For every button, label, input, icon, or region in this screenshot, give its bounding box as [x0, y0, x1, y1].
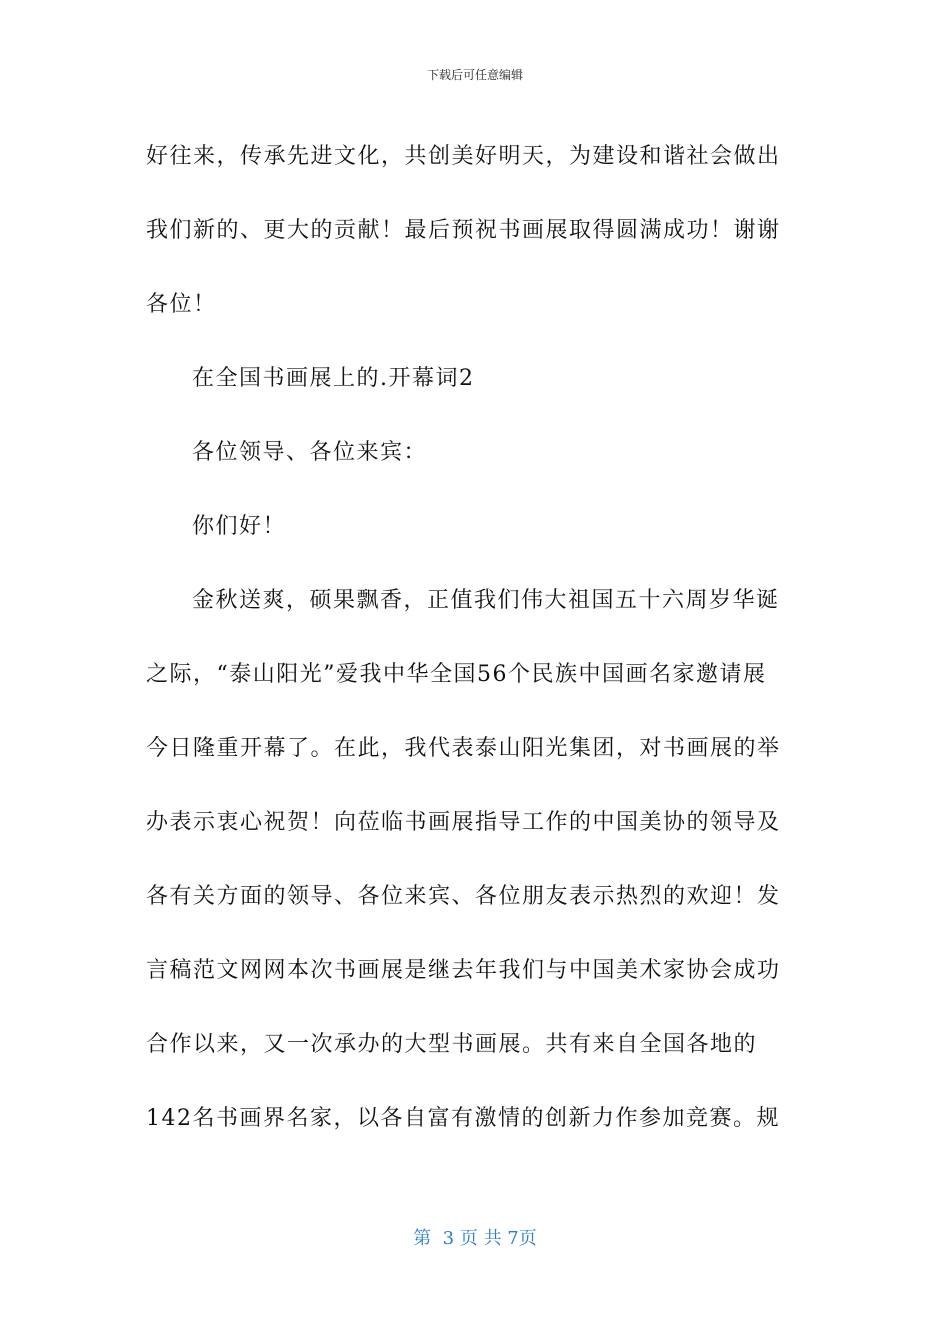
paragraph-line: 之际，“泰山阳光”爱我中华全国56个民族中国画名家邀请展: [146, 662, 767, 687]
page-header: 下载后可任意编辑: [426, 68, 523, 82]
section-title: 在全国书画展上的.开幕词2: [192, 366, 475, 391]
paragraph-line: 言稿范文网网本次书画展是继去年我们与中国美术家协会成功: [146, 958, 781, 983]
document-body: [146, 120, 806, 1156]
paragraph-line: 办表示衷心祝贺！向莅临书画展指导工作的中国美协的领导及: [146, 810, 781, 835]
paragraph-line: 142名书画界名家，以各自富有激情的创新力作参加竞赛。规: [146, 1106, 780, 1131]
paragraph-line: 各有关方面的领导、各位来宾、各位朋友表示热烈的欢迎！发: [146, 884, 781, 909]
page-number-footer: 第 3 页 共 7页: [413, 1228, 537, 1249]
paragraph-line: 各位！: [146, 292, 217, 317]
paragraph-line: 我们新的、更大的贡献！最后预祝书画展取得圆满成功！谢谢: [146, 218, 781, 243]
paragraph-line: 好往来，传承先进文化，共创美好明天，为建设和谐社会做出: [146, 144, 781, 169]
paragraph-line: 金秋送爽，硕果飘香，正值我们伟大祖国五十六周岁华诞: [192, 588, 780, 613]
paragraph-line: 合作以来，又一次承办的大型书画展。共有来自全国各地的: [146, 1032, 758, 1057]
greeting: 你们好！: [192, 514, 287, 539]
paragraph-line: 今日隆重开幕了。在此，我代表泰山阳光集团，对书画展的举: [146, 736, 781, 761]
salutation: 各位领导、各位来宾：: [192, 440, 428, 465]
